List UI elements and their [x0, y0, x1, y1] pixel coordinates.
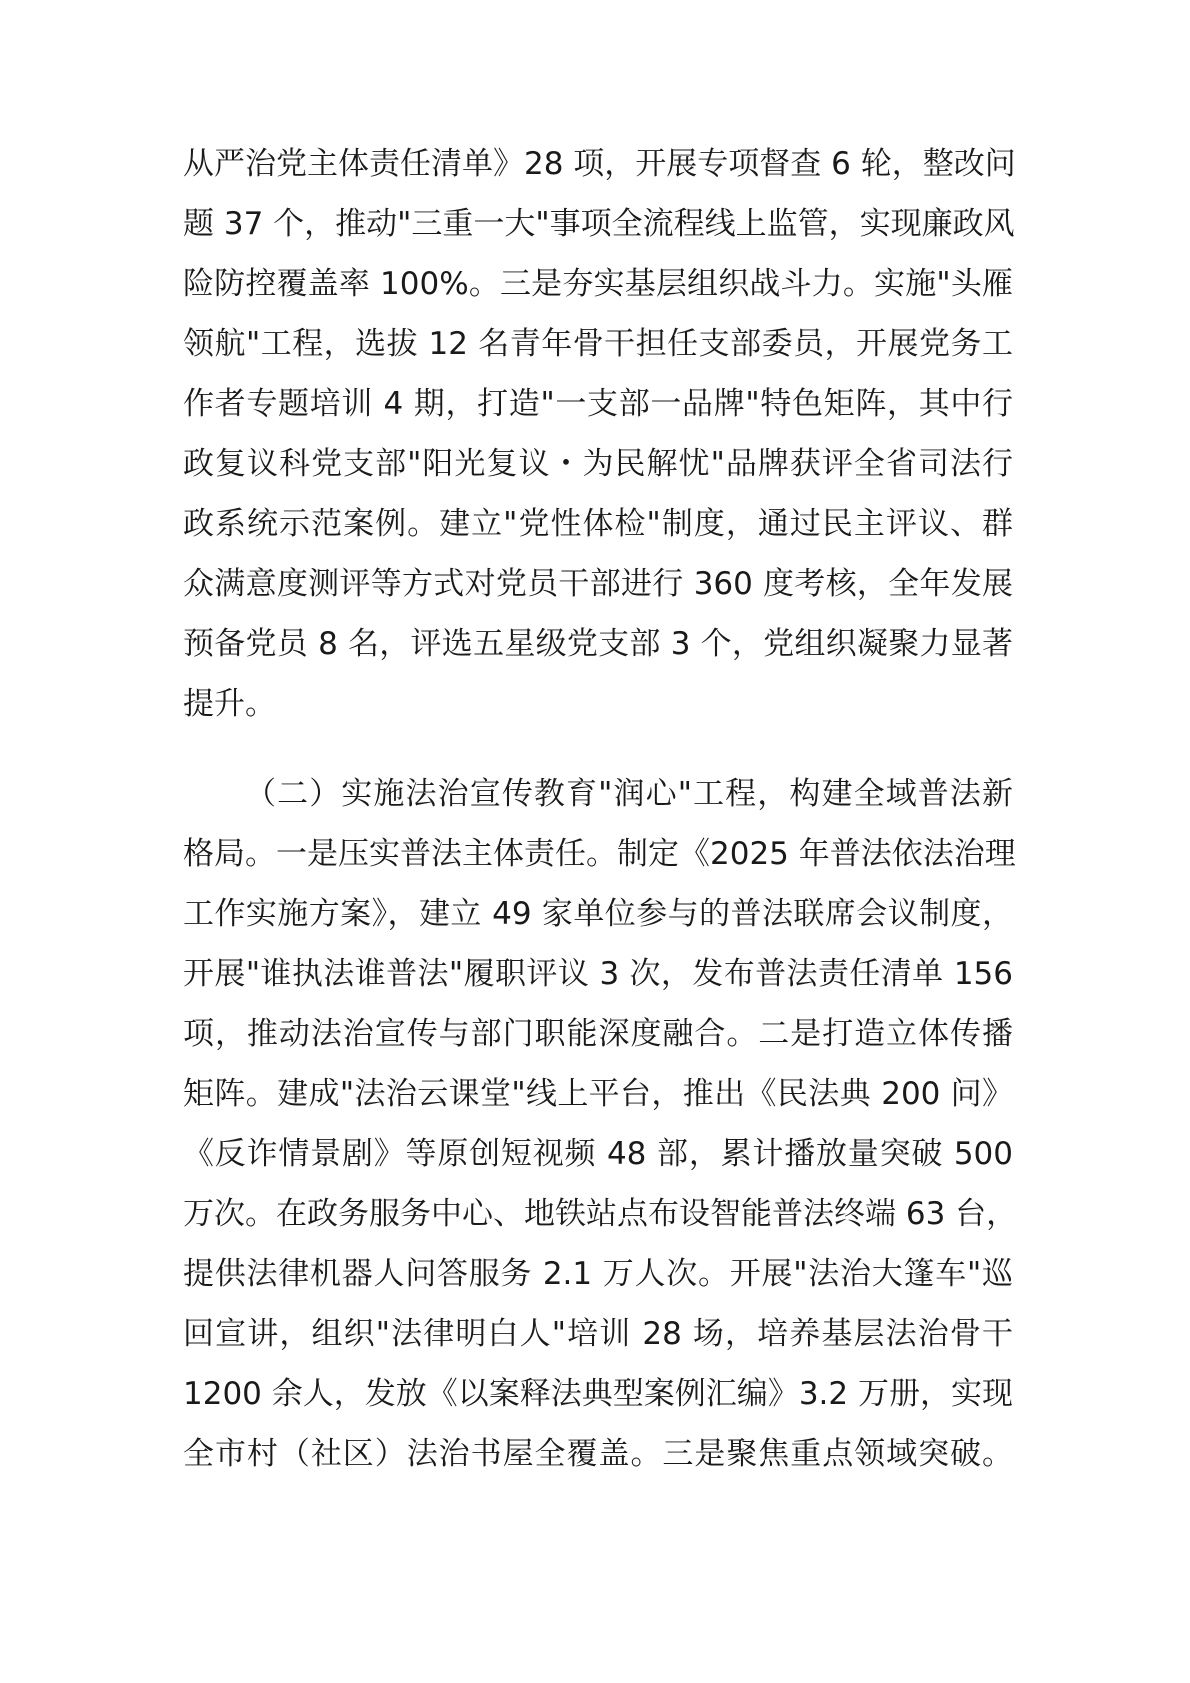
paragraph-line: 回宣讲，组织"法律明白人"培训 28 场，培养基层法治骨干: [183, 1316, 1013, 1352]
paragraph-line: 全市村（社区）法治书屋全覆盖。三是聚焦重点领域突破。: [183, 1436, 1013, 1472]
paragraph-line: 提升。: [183, 686, 276, 722]
paragraph-line: 作者专题培训 4 期，打造"一支部一品牌"特色矩阵，其中行: [183, 386, 1013, 422]
paragraph-line: 题 37 个，推动"三重一大"事项全流程线上监管，实现廉政风: [183, 206, 1015, 242]
paragraph-line: 开展"谁执法谁普法"履职评议 3 次，发布普法责任清单 156: [183, 956, 1013, 992]
paragraph-line: 从严治党主体责任清单》28 项，开展专项督查 6 轮，整改问: [183, 146, 1016, 182]
paragraph-line: 格局。一是压实普法主体责任。制定《2025 年普法依法治理: [183, 836, 1016, 872]
paragraph-line: 矩阵。建成"法治云课堂"线上平台，推出《民法典 200 问》: [183, 1076, 1013, 1112]
paragraph-line: 政复议科党支部"阳光复议・为民解忧"品牌获评全省司法行: [183, 446, 1013, 482]
paragraph-line: 政系统示范案例。建立"党性体检"制度，通过民主评议、群: [183, 506, 1013, 542]
paragraph-line: 1200 余人，发放《以案释法典型案例汇编》3.2 万册，实现: [183, 1376, 1013, 1412]
paragraph-line: 工作实施方案》，建立 49 家单位参与的普法联席会议制度，: [183, 896, 1013, 932]
paragraph-line: 领航"工程，选拔 12 名青年骨干担任支部委员，开展党务工: [183, 326, 1013, 362]
paragraph-line: 预备党员 8 名，评选五星级党支部 3 个，党组织凝聚力显著: [183, 626, 1013, 662]
paragraph-line: 项，推动法治宣传与部门职能深度融合。二是打造立体传播: [183, 1016, 1013, 1052]
paragraph-line: 万次。在政务服务中心、地铁站点布设智能普法终端 63 台，: [183, 1196, 1018, 1232]
paragraph-line: 《反诈情景剧》等原创短视频 48 部，累计播放量突破 500: [183, 1136, 1013, 1172]
section-heading-line: （二）实施法治宣传教育"润心"工程，构建全域普法新: [245, 776, 1013, 812]
paragraph-line: 险防控覆盖率 100%。三是夯实基层组织战斗力。实施"头雁: [183, 266, 1013, 302]
paragraph-line: 众满意度测评等方式对党员干部进行 360 度考核，全年发展: [183, 566, 1013, 602]
paragraph-line: 提供法律机器人问答服务 2.1 万人次。开展"法治大篷车"巡: [183, 1256, 1013, 1292]
